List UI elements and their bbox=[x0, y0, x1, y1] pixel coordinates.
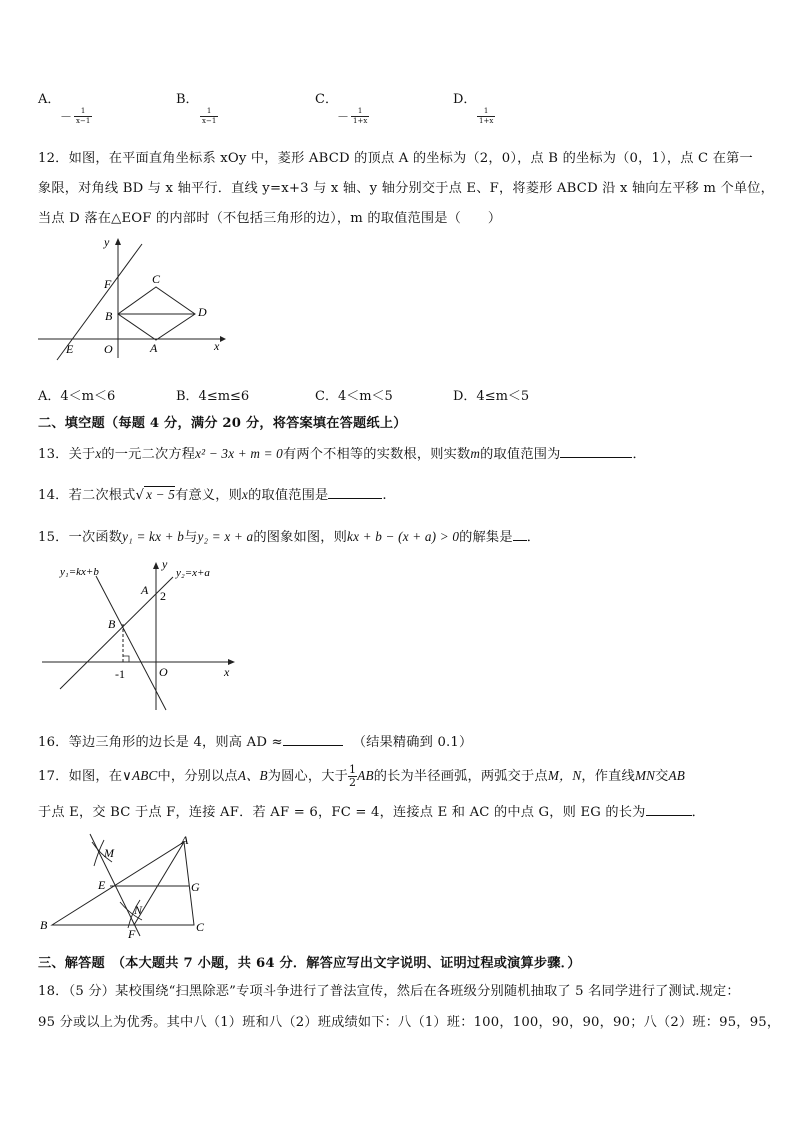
q13-text: 的取值范围为 bbox=[480, 447, 561, 462]
label-o: O bbox=[159, 665, 168, 679]
option-neg: － bbox=[337, 110, 350, 124]
q14-text: 有意义，则 bbox=[175, 488, 243, 503]
q12-line-2: 象限，对角线 BD 与 x 轴平行．直线 y=x+3 与 x 轴、y 轴分别交于点 E、F，将菱形 ABCD 沿 x 轴向左平移 m 个单位， bbox=[38, 181, 775, 196]
q13-var-m: m bbox=[470, 446, 481, 461]
triangle-abc bbox=[52, 842, 194, 925]
q17-text: 17．如图，在 bbox=[38, 769, 123, 784]
label-a: A bbox=[141, 583, 149, 597]
q13-text: 的一元二次方程 bbox=[101, 447, 196, 462]
label-o: O bbox=[104, 342, 113, 356]
q17-answer-blank[interactable] bbox=[646, 803, 692, 816]
y-axis-arrow bbox=[153, 562, 159, 569]
q14-radicand: x − 5 bbox=[146, 487, 176, 502]
q15-figure bbox=[38, 558, 248, 718]
frac-den: x−1 bbox=[202, 117, 217, 125]
frac-num: 1 bbox=[200, 107, 218, 117]
y-axis-arrow bbox=[115, 238, 121, 245]
q18-line-1: 18．（5 分）某校围绕“扫黑除恶”专项斗争进行了普法宣传，然后在各班级分别随机抽取了 5 名同学进行了测试.规定： bbox=[38, 984, 740, 999]
option-fraction bbox=[200, 107, 218, 126]
section-3-heading: 三、解答题 （本大题共 7 小题，共 64 分．解答应写出文字说明、证明过程或演算步骤．） bbox=[38, 956, 581, 971]
q15-text: 与 bbox=[184, 530, 198, 545]
q15-text: 15．一次函数 bbox=[38, 530, 123, 545]
q15 bbox=[38, 526, 760, 545]
option-fraction bbox=[351, 107, 369, 126]
q15-text: 的图象如图，则 bbox=[253, 530, 348, 545]
q15-f1: y₁ = kx + b bbox=[122, 529, 185, 544]
label-x: x bbox=[224, 665, 230, 679]
frac-den: 2 bbox=[349, 776, 357, 789]
x-axis-arrow bbox=[220, 336, 226, 342]
q13 bbox=[38, 443, 760, 462]
label-e: E bbox=[66, 342, 74, 356]
q13-text: 有两个不相等的实数根，则实数 bbox=[282, 447, 471, 462]
option-letter: A． bbox=[38, 92, 61, 107]
q17-text: ，作直线 bbox=[581, 769, 635, 784]
q17-text: 为圆心，大于 bbox=[267, 769, 349, 784]
label-b: B bbox=[40, 918, 48, 932]
q17-text: ． bbox=[691, 805, 705, 820]
option-letter: B． bbox=[176, 92, 199, 107]
option-letter: D． bbox=[453, 92, 477, 107]
label-m: M bbox=[104, 846, 114, 860]
q17-text: 于点 E，交 BC 于点 F，连接 AF．若 AF = 6，FC = 4，连接点 E 和 AC 的中点 G，则 EG 的长为 bbox=[38, 805, 646, 820]
label-y: y bbox=[104, 235, 110, 249]
q16 bbox=[38, 731, 760, 750]
q17-mn: M，N bbox=[547, 768, 582, 783]
q15-f2: y₂ = x + a bbox=[197, 529, 254, 544]
option-neg: － bbox=[60, 110, 73, 124]
q11-option-b bbox=[176, 88, 218, 126]
q12-option-d: D．4≤m＜5 bbox=[453, 389, 530, 404]
q12-option-b: B．4≤m≤6 bbox=[176, 389, 250, 404]
q13-answer-blank[interactable] bbox=[560, 445, 632, 458]
q12-figure bbox=[30, 232, 230, 362]
q17-triangle: ∨ABC bbox=[122, 768, 158, 783]
q15-text: 的解集是 bbox=[459, 530, 513, 545]
q14-text: 14．若二次根式 bbox=[38, 488, 136, 503]
q17-text: 中，分别以点 bbox=[157, 769, 238, 784]
q14-answer-blank[interactable] bbox=[328, 486, 382, 499]
q11-option-c bbox=[315, 88, 369, 126]
label-e: E bbox=[98, 878, 106, 892]
label-y: y bbox=[162, 558, 168, 571]
label-g: G bbox=[191, 880, 200, 894]
q13-text: 13．关于 bbox=[38, 447, 96, 462]
option-fraction bbox=[477, 107, 495, 126]
q13-var-x: x bbox=[95, 446, 102, 461]
q13-equation: x² − 3x + m = 0 bbox=[195, 446, 283, 461]
q11-option-a bbox=[38, 88, 92, 126]
label-y1: y₁=kx+b bbox=[60, 566, 99, 578]
label-a: A bbox=[181, 833, 189, 847]
q15-inequality: kx + b − (x + a) > 0 bbox=[347, 529, 460, 544]
option-fraction bbox=[74, 107, 92, 126]
q17-ab: AB bbox=[668, 768, 686, 783]
label-f: F bbox=[104, 277, 112, 291]
frac-den: 1+x bbox=[479, 117, 494, 125]
sqrt-sign: √ bbox=[135, 488, 145, 503]
section-2-heading: 二、填空题（每题 4 分，满分 20 分，将答案填在答题纸上） bbox=[38, 416, 407, 431]
frac-num: 1 bbox=[349, 763, 357, 776]
frac-num: 1 bbox=[351, 107, 369, 117]
label-2: 2 bbox=[160, 589, 166, 603]
label-a: A bbox=[150, 341, 158, 355]
q17-figure bbox=[34, 832, 224, 942]
label-b: B bbox=[105, 309, 113, 323]
q17-ab: AB bbox=[357, 768, 374, 783]
q17-line-1 bbox=[38, 764, 760, 789]
frac-den: x−1 bbox=[76, 117, 91, 125]
frac-num: 1 bbox=[477, 107, 495, 117]
q16-text: （结果精确到 0.1） bbox=[352, 735, 473, 750]
frac-den: 1+x bbox=[353, 117, 368, 125]
label-x: x bbox=[214, 339, 220, 353]
q12-option-c: C．4＜m＜5 bbox=[315, 389, 393, 404]
q17-text: 的长为半径画弧，两弧交于点 bbox=[373, 769, 548, 784]
label-f: F bbox=[128, 927, 136, 941]
q17-half-fraction bbox=[348, 764, 357, 789]
q18-line-2: 95 分或以上为优秀。其中八（1）班和八（2）班成绩如下：八（1）班：100，100，90，90，90；八（2）班：95，95， bbox=[38, 1015, 781, 1030]
q16-answer-blank[interactable] bbox=[283, 733, 343, 746]
q14-var-x: x bbox=[242, 487, 249, 502]
q12-line-3: 当点 D 落在△EOF 的内部时（不包括三角形的边），m 的取值范围是（ ） bbox=[38, 211, 502, 226]
q14 bbox=[38, 484, 760, 503]
label-c: C bbox=[152, 272, 161, 286]
q16-text: 16．等边三角形的边长是 4，则高 AD ≈ bbox=[38, 735, 283, 750]
q17-points: A、B bbox=[237, 768, 268, 783]
q12-line-1: 12．如图，在平面直角坐标系 xOy 中，菱形 ABCD 的顶点 A 的坐标为（2，0），点 B 的坐标为（0，1），点 C 在第一 bbox=[38, 151, 753, 166]
label-n: N bbox=[134, 903, 143, 917]
option-letter: C． bbox=[315, 92, 338, 107]
q12-option-a: A．4＜m＜6 bbox=[38, 389, 116, 404]
q11-option-d bbox=[453, 88, 495, 126]
q14-text: . bbox=[382, 488, 387, 503]
q17-text: 交 bbox=[655, 769, 669, 784]
q13-text: ． bbox=[632, 447, 646, 462]
q14-text: 的取值范围是 bbox=[248, 488, 329, 503]
q17-line-mn: MN bbox=[634, 768, 656, 783]
label-b: B bbox=[108, 617, 116, 631]
label-y2: y₂=x+a bbox=[176, 567, 210, 579]
right-angle-mark bbox=[123, 656, 129, 662]
q15-text: ． bbox=[526, 530, 541, 545]
frac-num: 1 bbox=[74, 107, 92, 117]
q17-line-2 bbox=[38, 801, 760, 820]
label-neg1: -1 bbox=[115, 667, 125, 681]
label-d: D bbox=[198, 305, 207, 319]
q15-answer-blank[interactable] bbox=[513, 528, 527, 541]
label-c: C bbox=[196, 920, 205, 934]
